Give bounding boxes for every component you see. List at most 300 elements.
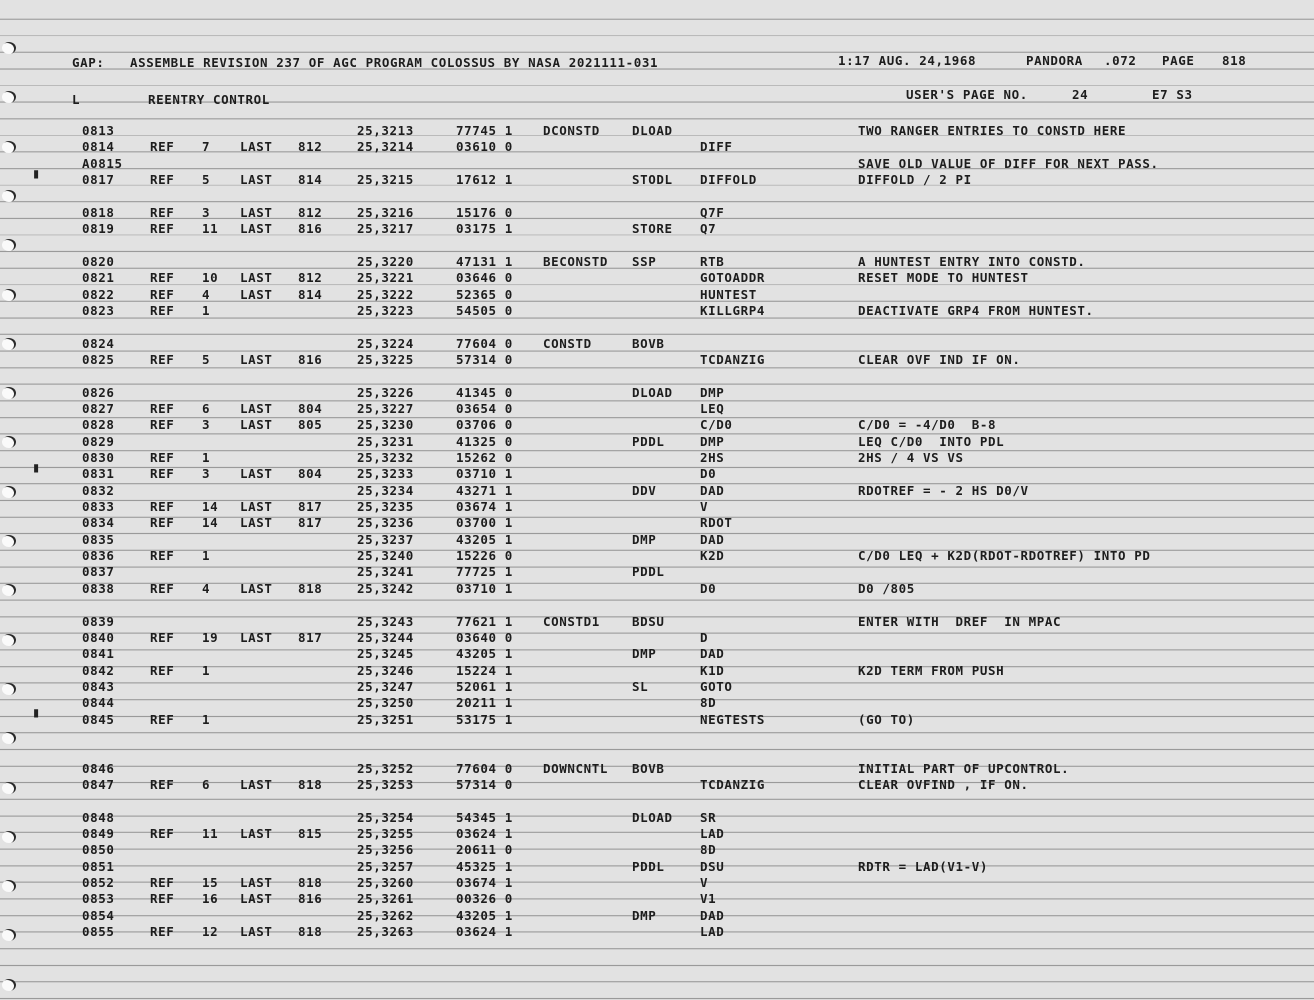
last-keyword: LAST: [240, 204, 273, 220]
line-number: 0840: [82, 629, 115, 645]
address: 25,3263: [357, 924, 414, 940]
last-page: 805: [298, 417, 323, 433]
line-number: 0820: [82, 253, 115, 269]
location-label: DCONSTD: [543, 123, 600, 138]
ref-count: 11: [202, 221, 219, 237]
address: 25,3236: [357, 515, 414, 531]
line-number: 0841: [82, 646, 115, 662]
feed-hole: [2, 436, 16, 448]
line-number: 0851: [82, 858, 115, 874]
ref-keyword: REF: [150, 580, 175, 596]
line-number: 0849: [82, 826, 115, 842]
line-number: 0828: [82, 417, 115, 433]
ref-count: 7: [202, 139, 211, 155]
opcode: DMP: [632, 531, 657, 547]
feed-hole: [2, 929, 16, 941]
octal-word: 43205 1: [456, 646, 513, 662]
opcode: PDDL: [632, 564, 665, 580]
last-keyword: LAST: [240, 270, 273, 286]
address: 25,3253: [357, 777, 414, 792]
last-page: 814: [298, 172, 323, 188]
comment: K2D TERM FROM PUSH: [858, 662, 1005, 678]
line-number: 0817: [82, 172, 115, 188]
ref-count: 5: [202, 172, 211, 188]
address: 25,3226: [357, 384, 414, 400]
feed-hole: [2, 239, 16, 251]
ref-count: 16: [202, 891, 219, 907]
operand: TCDANZIG: [700, 777, 766, 792]
feed-hole: [2, 289, 16, 301]
feed-hole: [2, 782, 16, 794]
address: 25,3235: [357, 499, 414, 515]
address: 25,3247: [357, 678, 414, 694]
location-label: CONSTD1: [543, 613, 600, 629]
ref-keyword: REF: [150, 629, 175, 645]
users-page-label: USER'S PAGE NO.: [906, 87, 1028, 102]
address: 25,3254: [357, 809, 414, 825]
octal-word: 77604 0: [456, 760, 513, 776]
feed-hole: [2, 831, 16, 843]
comment: C/D0 LEQ + K2D(RDOT-RDOTREF) INTO PD: [858, 548, 1151, 564]
ref-count: 5: [202, 351, 211, 367]
feed-hole: [2, 683, 16, 695]
octal-word: 03710 1: [456, 466, 513, 482]
line-number: 0848: [82, 809, 115, 825]
comment: TWO RANGER ENTRIES TO CONSTD HERE: [858, 123, 1127, 138]
line-number: 0844: [82, 695, 115, 711]
last-page: 818: [298, 875, 323, 891]
line-number: 0823: [82, 302, 115, 318]
listing-mark: L: [72, 92, 81, 107]
octal-word: 57314 0: [456, 351, 513, 367]
address: 25,3221: [357, 270, 414, 286]
last-keyword: LAST: [240, 499, 273, 515]
last-page: 815: [298, 826, 323, 842]
operand: DAD: [700, 907, 725, 923]
last-keyword: LAST: [240, 515, 273, 531]
octal-word: 77621 1: [456, 613, 513, 629]
address: 25,3213: [357, 123, 414, 138]
operand: Q7F: [700, 204, 725, 220]
last-page: 818: [298, 580, 323, 596]
feed-hole: [2, 190, 16, 202]
operand: K1D: [700, 662, 725, 678]
operand: K2D: [700, 548, 725, 564]
octal-word: 41325 0: [456, 433, 513, 449]
opcode: BDSU: [632, 613, 665, 629]
comment: CLEAR OVF IND IF ON.: [858, 351, 1021, 367]
octal-word: 03674 1: [456, 499, 513, 515]
line-number: 0845: [82, 711, 115, 727]
octal-word: 03674 1: [456, 875, 513, 891]
opcode: PDDL: [632, 433, 665, 449]
last-page: 804: [298, 466, 323, 482]
ref-count: 3: [202, 204, 211, 220]
ref-keyword: REF: [150, 499, 175, 515]
address: 25,3250: [357, 695, 414, 711]
line-number: 0821: [82, 270, 115, 286]
operand: D0: [700, 466, 717, 482]
last-page: 816: [298, 351, 323, 367]
last-keyword: LAST: [240, 875, 273, 891]
address: 25,3241: [357, 564, 414, 580]
ref-keyword: REF: [150, 826, 175, 842]
last-page: 804: [298, 400, 323, 416]
system-version: .072: [1104, 53, 1137, 68]
last-keyword: LAST: [240, 351, 273, 367]
address: 25,3223: [357, 302, 414, 318]
operand: 2HS: [700, 450, 725, 465]
opcode: DLOAD: [632, 809, 673, 825]
operand: SR: [700, 809, 717, 825]
ref-count: 4: [202, 580, 211, 596]
last-keyword: LAST: [240, 777, 273, 792]
ref-count: 14: [202, 515, 219, 531]
opcode: DMP: [632, 646, 657, 662]
feed-hole: [2, 584, 16, 596]
operand: NEGTESTS: [700, 711, 766, 727]
operand: DSU: [700, 858, 725, 874]
ref-count: 10: [202, 270, 219, 286]
feed-hole: [2, 141, 16, 153]
line-number: 0818: [82, 204, 115, 220]
last-page: 812: [298, 270, 323, 286]
comment: ENTER WITH DREF IN MPAC: [858, 613, 1062, 629]
line-number: 0829: [82, 433, 115, 449]
address: 25,3262: [357, 907, 414, 923]
octal-word: 20211 1: [456, 695, 513, 711]
binder-pin-mark: ▮: [32, 460, 41, 476]
last-keyword: LAST: [240, 580, 273, 596]
ref-keyword: REF: [150, 662, 175, 678]
ref-keyword: REF: [150, 450, 175, 465]
address: 25,3217: [357, 221, 414, 237]
feed-hole: [2, 387, 16, 399]
last-page: 817: [298, 629, 323, 645]
line-number: 0830: [82, 450, 115, 465]
operand: DAD: [700, 646, 725, 662]
octal-word: 77604 0: [456, 335, 513, 351]
line-number: 0833: [82, 499, 115, 515]
comment: CLEAR OVFIND , IF ON.: [858, 777, 1029, 792]
feed-hole: [2, 338, 16, 350]
comment: RDOTREF = - 2 HS D0/V: [858, 482, 1029, 498]
ref-keyword: REF: [150, 204, 175, 220]
octal-word: 45325 1: [456, 858, 513, 874]
ref-count: 6: [202, 777, 211, 792]
line-number: 0838: [82, 580, 115, 596]
comment: C/D0 = -4/D0 B-8: [858, 417, 997, 433]
address: 25,3255: [357, 826, 414, 842]
ref-count: 1: [202, 450, 211, 465]
last-page: 812: [298, 139, 323, 155]
feed-hole: [2, 486, 16, 498]
octal-word: 03610 0: [456, 139, 513, 155]
ref-count: 4: [202, 286, 211, 302]
octal-word: 20611 0: [456, 842, 513, 858]
address: 25,3237: [357, 531, 414, 547]
opcode: STORE: [632, 221, 673, 237]
octal-word: 57314 0: [456, 777, 513, 792]
location-label: CONSTD: [543, 335, 592, 351]
opcode: BOVB: [632, 760, 665, 776]
ref-count: 12: [202, 924, 219, 940]
comment: A HUNTEST ENTRY INTO CONSTD.: [858, 253, 1086, 269]
ref-count: 14: [202, 499, 219, 515]
address: 25,3214: [357, 139, 414, 155]
address: 25,3243: [357, 613, 414, 629]
line-number: 0822: [82, 286, 115, 302]
last-page: 818: [298, 924, 323, 940]
ref-keyword: REF: [150, 417, 175, 433]
line-number: 0837: [82, 564, 115, 580]
line-number: 0847: [82, 777, 115, 792]
section-code: E7 S3: [1152, 87, 1193, 102]
line-number: 0832: [82, 482, 115, 498]
listing-date: 1:17 AUG. 24,1968: [838, 53, 977, 68]
address: 25,3242: [357, 580, 414, 596]
octal-word: 43205 1: [456, 531, 513, 547]
address: 25,3220: [357, 253, 414, 269]
binder-pin-mark: ▮: [32, 705, 41, 721]
last-keyword: LAST: [240, 417, 273, 433]
last-keyword: LAST: [240, 924, 273, 940]
address: 25,3215: [357, 172, 414, 188]
ref-count: 1: [202, 711, 211, 727]
octal-word: 03654 0: [456, 400, 513, 416]
octal-word: 43271 1: [456, 482, 513, 498]
operand: DMP: [700, 433, 725, 449]
line-number: 0825: [82, 351, 115, 367]
line-number: 0813: [82, 123, 115, 138]
octal-word: 03646 0: [456, 270, 513, 286]
address: 25,3246: [357, 662, 414, 678]
ref-keyword: REF: [150, 286, 175, 302]
opcode: DMP: [632, 907, 657, 923]
ref-keyword: REF: [150, 891, 175, 907]
opcode: SSP: [632, 253, 657, 269]
line-number: 0846: [82, 760, 115, 776]
octal-word: 77725 1: [456, 564, 513, 580]
line-number: 0855: [82, 924, 115, 940]
address: 25,3240: [357, 548, 414, 564]
operand: V: [700, 875, 709, 891]
ref-count: 1: [202, 662, 211, 678]
operand: RTB: [700, 253, 725, 269]
last-keyword: LAST: [240, 466, 273, 482]
last-keyword: LAST: [240, 629, 273, 645]
ref-count: 6: [202, 400, 211, 416]
ref-keyword: REF: [150, 302, 175, 318]
comment: 2HS / 4 VS VS: [858, 450, 964, 465]
ref-count: 1: [202, 548, 211, 564]
ref-keyword: REF: [150, 875, 175, 891]
comment: LEQ C/D0 INTO PDL: [858, 433, 1005, 449]
octal-word: 15262 0: [456, 450, 513, 465]
last-keyword: LAST: [240, 286, 273, 302]
octal-word: 41345 0: [456, 384, 513, 400]
address: 25,3216: [357, 204, 414, 220]
line-number: 0854: [82, 907, 115, 923]
operand: LAD: [700, 924, 725, 940]
operand: LAD: [700, 826, 725, 842]
opcode: BOVB: [632, 335, 665, 351]
ref-count: 3: [202, 466, 211, 482]
last-page: 812: [298, 204, 323, 220]
opcode: PDDL: [632, 858, 665, 874]
operand: TCDANZIG: [700, 351, 766, 367]
octal-word: 00326 0: [456, 891, 513, 907]
ref-count: 1: [202, 302, 211, 318]
system-name: PANDORA: [1026, 53, 1083, 68]
ref-count: 19: [202, 629, 219, 645]
address: 25,3245: [357, 646, 414, 662]
line-number: 0819: [82, 221, 115, 237]
line-number: 0839: [82, 613, 115, 629]
address: 25,3257: [357, 858, 414, 874]
ref-keyword: REF: [150, 548, 175, 564]
feed-hole: [2, 91, 16, 103]
ref-keyword: REF: [150, 270, 175, 286]
last-page: 817: [298, 515, 323, 531]
line-number: 0834: [82, 515, 115, 531]
last-keyword: LAST: [240, 826, 273, 842]
binder-pin-mark: ▮: [32, 166, 41, 182]
octal-word: 52365 0: [456, 286, 513, 302]
octal-word: 52061 1: [456, 678, 513, 694]
line-number: 0852: [82, 875, 115, 891]
last-page: 817: [298, 499, 323, 515]
line-number: 0831: [82, 466, 115, 482]
last-keyword: LAST: [240, 139, 273, 155]
listing-title: ASSEMBLE REVISION 237 OF AGC PROGRAM COLOSSUS BY NASA 2021111-031: [130, 55, 659, 70]
octal-word: 15224 1: [456, 662, 513, 678]
ref-keyword: REF: [150, 400, 175, 416]
octal-word: 03640 0: [456, 629, 513, 645]
address: 25,3261: [357, 891, 414, 907]
feed-hole: [2, 880, 16, 892]
address: 25,3251: [357, 711, 414, 727]
address: 25,3233: [357, 466, 414, 482]
section-title: REENTRY CONTROL: [148, 92, 270, 107]
comment: RESET MODE TO HUNTEST: [858, 270, 1029, 286]
operand: 8D: [700, 695, 717, 711]
ref-count: 15: [202, 875, 219, 891]
operand: KILLGRP4: [700, 302, 766, 318]
ref-count: 11: [202, 826, 219, 842]
feed-hole: [2, 634, 16, 646]
last-page: 814: [298, 286, 323, 302]
octal-word: 15176 0: [456, 204, 513, 220]
octal-word: 03175 1: [456, 221, 513, 237]
operand: D: [700, 629, 709, 645]
line-number: 0843: [82, 678, 115, 694]
last-keyword: LAST: [240, 891, 273, 907]
opcode: DDV: [632, 482, 657, 498]
operand: DIFF: [700, 139, 733, 155]
last-keyword: LAST: [240, 221, 273, 237]
opcode: DLOAD: [632, 123, 673, 138]
line-number: 0835: [82, 531, 115, 547]
last-page: 816: [298, 891, 323, 907]
octal-word: 03624 1: [456, 826, 513, 842]
line-number: 0842: [82, 662, 115, 678]
comment: D0 /805: [858, 580, 915, 596]
operand: Q7: [700, 221, 717, 237]
address: 25,3260: [357, 875, 414, 891]
line-number: 0836: [82, 548, 115, 564]
operand: D0: [700, 580, 717, 596]
comment: DIFFOLD / 2 PI: [858, 172, 972, 188]
ref-keyword: REF: [150, 221, 175, 237]
feed-hole: [2, 42, 16, 54]
address: 25,3231: [357, 433, 414, 449]
line-number: 0853: [82, 891, 115, 907]
line-number: 0850: [82, 842, 115, 858]
comment: SAVE OLD VALUE OF DIFF FOR NEXT PASS.: [858, 155, 1159, 171]
operand: GOTO: [700, 678, 733, 694]
operand: DIFFOLD: [700, 172, 757, 188]
octal-word: 03624 1: [456, 924, 513, 940]
ref-keyword: REF: [150, 515, 175, 531]
address: 25,3222: [357, 286, 414, 302]
users-page-number: 24: [1072, 87, 1089, 102]
address: 25,3224: [357, 335, 414, 351]
address: 25,3234: [357, 482, 414, 498]
octal-word: 03706 0: [456, 417, 513, 433]
operand: V: [700, 499, 709, 515]
feed-hole: [2, 979, 16, 991]
operand: HUNTEST: [700, 286, 757, 302]
last-page: 818: [298, 777, 323, 792]
last-keyword: LAST: [240, 400, 273, 416]
line-number: 0824: [82, 335, 115, 351]
address: 25,3225: [357, 351, 414, 367]
operand: RDOT: [700, 515, 733, 531]
octal-word: 77745 1: [456, 123, 513, 138]
ref-keyword: REF: [150, 139, 175, 155]
address: 25,3256: [357, 842, 414, 858]
ref-keyword: REF: [150, 711, 175, 727]
comment: (GO TO): [858, 711, 915, 727]
location-label: BECONSTD: [543, 253, 609, 269]
line-number: A0815: [82, 155, 123, 171]
address: 25,3230: [357, 417, 414, 433]
octal-word: 43205 1: [456, 907, 513, 923]
octal-word: 54505 0: [456, 302, 513, 318]
operand: DAD: [700, 482, 725, 498]
operand: GOTOADDR: [700, 270, 766, 286]
octal-word: 54345 1: [456, 809, 513, 825]
address: 25,3252: [357, 760, 414, 776]
operand: C/D0: [700, 417, 733, 433]
octal-word: 03700 1: [456, 515, 513, 531]
ref-keyword: REF: [150, 777, 175, 792]
octal-word: 15226 0: [456, 548, 513, 564]
address: 25,3227: [357, 400, 414, 416]
line-number: 0826: [82, 384, 115, 400]
page-number: 818: [1222, 53, 1247, 68]
operand: DAD: [700, 531, 725, 547]
feed-hole: [2, 732, 16, 744]
page-label: PAGE: [1162, 53, 1195, 68]
address: 25,3232: [357, 450, 414, 465]
ref-keyword: REF: [150, 924, 175, 940]
ref-keyword: REF: [150, 466, 175, 482]
address: 25,3244: [357, 629, 414, 645]
location-label: DOWNCNTL: [543, 760, 609, 776]
last-keyword: LAST: [240, 172, 273, 188]
